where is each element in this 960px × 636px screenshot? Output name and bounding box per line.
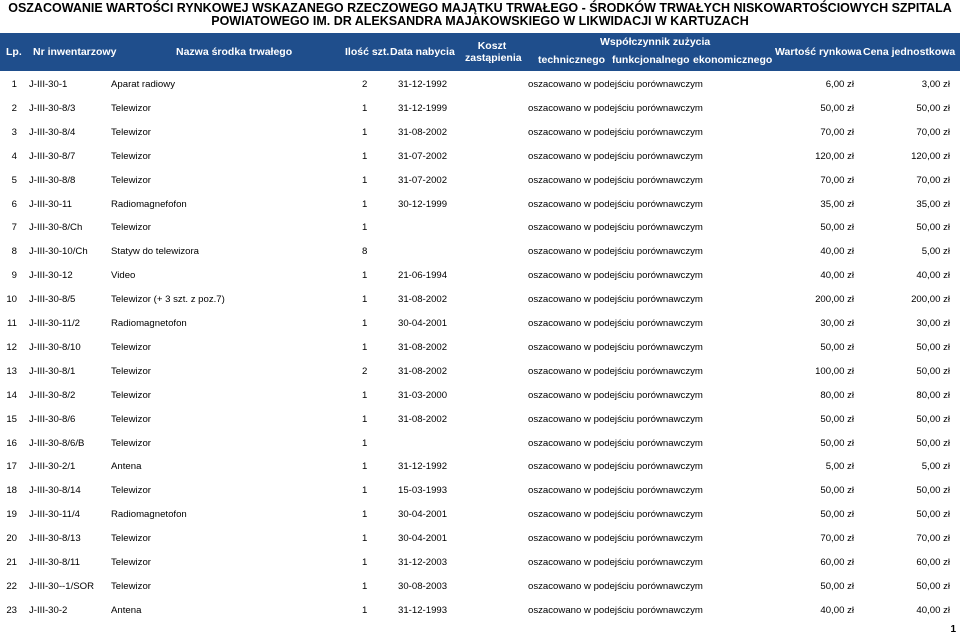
cell-nr-inwentarzowy: J-III-30-1 bbox=[29, 79, 68, 90]
cell-lp: 2 bbox=[11, 102, 17, 114]
cell-lp: 1 bbox=[11, 79, 17, 90]
table-row bbox=[0, 78, 960, 91]
cell-lp: 10 bbox=[6, 294, 17, 306]
col-cena-jednostkowa: Cena jednostkowa bbox=[863, 46, 956, 58]
cell-nazwa: Telewizor bbox=[111, 341, 151, 353]
cell-uwagi: oszacowano w podejściu porównawczym bbox=[528, 485, 703, 497]
cell-wartosc-rynkowa: 50,00 zł bbox=[820, 413, 854, 425]
table-row bbox=[0, 221, 960, 234]
cell-nazwa: Aparat radiowy bbox=[111, 79, 175, 90]
table-row bbox=[0, 293, 960, 306]
table-row bbox=[0, 198, 960, 211]
table-row bbox=[0, 365, 960, 378]
cell-nr-inwentarzowy: J-III-30-8/2 bbox=[29, 389, 76, 401]
cell-ilosc: 1 bbox=[362, 413, 368, 425]
col-technicznego: technicznego bbox=[538, 54, 606, 66]
cell-wartosc-rynkowa: 50,00 zł bbox=[820, 102, 854, 114]
cell-wartosc-rynkowa: 40,00 zł bbox=[820, 270, 854, 282]
cell-wartosc-rynkowa: 50,00 zł bbox=[820, 437, 854, 449]
cell-nazwa: Telewizor bbox=[111, 126, 151, 138]
cell-nr-inwentarzowy: J-III-30-11 bbox=[29, 198, 73, 210]
title-line-2: POWIATOWEGO IM. DR ALEKSANDRA MAJAKOWSKIEGO W LIKWIDACJI W KARTUZACH bbox=[211, 14, 749, 28]
cell-nazwa: Telewizor bbox=[111, 437, 151, 449]
cell-lp: 8 bbox=[11, 246, 17, 258]
cell-nr-inwentarzowy: J-III-30-8/3 bbox=[29, 102, 76, 114]
col-lp: Lp. bbox=[6, 46, 22, 58]
cell-uwagi: oszacowano w podejściu porównawczym bbox=[528, 461, 703, 473]
cell-ilosc: 1 bbox=[362, 102, 368, 114]
cell-uwagi: oszacowano w podejściu porównawczym bbox=[528, 580, 703, 592]
cell-wartosc-rynkowa: 50,00 zł bbox=[820, 485, 854, 497]
cell-uwagi: oszacowano w podejściu porównawczym bbox=[528, 294, 703, 306]
col-koszt-line1: Koszt bbox=[477, 40, 507, 52]
col-koszt-zastapienia bbox=[465, 40, 522, 64]
cell-cena-jednostkowa: 50,00 zł bbox=[916, 437, 950, 449]
cell-cena-jednostkowa: 40,00 zł bbox=[916, 270, 950, 282]
cell-cena-jednostkowa: 120,00 zł bbox=[911, 150, 950, 162]
cell-nazwa: Telewizor (+ 3 szt. z poz.7) bbox=[111, 294, 225, 306]
cell-nazwa: Telewizor bbox=[111, 102, 151, 114]
cell-cena-jednostkowa: 70,00 zł bbox=[916, 174, 950, 186]
cell-lp: 22 bbox=[6, 580, 17, 592]
cell-nazwa: Radiomagnetofon bbox=[111, 318, 187, 329]
cell-wartosc-rynkowa: 80,00 zł bbox=[820, 389, 854, 401]
cell-ilosc: 1 bbox=[362, 509, 368, 521]
cell-ilosc: 1 bbox=[362, 174, 368, 186]
cell-wartosc-rynkowa: 5,00 zł bbox=[825, 461, 854, 473]
cell-cena-jednostkowa: 50,00 zł bbox=[916, 365, 950, 377]
cell-nr-inwentarzowy: J-III-30-8/11 bbox=[29, 557, 81, 568]
cell-nazwa: Statyw do telewizora bbox=[111, 246, 199, 258]
cell-uwagi: oszacowano w podejściu porównawczym bbox=[528, 533, 703, 545]
table-row bbox=[0, 484, 960, 497]
cell-nazwa: Telewizor bbox=[111, 580, 151, 592]
cell-ilosc: 1 bbox=[362, 461, 368, 473]
col-ekonomicznego: ekonomicznego bbox=[693, 54, 773, 66]
cell-data-nabycia: 30-12-1999 bbox=[398, 198, 448, 210]
cell-data-nabycia: 30-04-2001 bbox=[398, 318, 448, 329]
cell-nazwa: Telewizor bbox=[111, 533, 151, 545]
cell-data-nabycia: 31-08-2002 bbox=[398, 294, 448, 306]
cell-lp: 17 bbox=[6, 461, 17, 473]
table-row bbox=[0, 269, 960, 282]
cell-nr-inwentarzowy: J-III-30-8/4 bbox=[29, 126, 76, 138]
cell-wartosc-rynkowa: 50,00 zł bbox=[820, 222, 854, 234]
cell-ilosc: 1 bbox=[362, 318, 368, 329]
cell-lp: 20 bbox=[6, 533, 17, 545]
cell-nr-inwentarzowy: J-III-30-11/2 bbox=[29, 318, 81, 329]
cell-uwagi: oszacowano w podejściu porównawczym bbox=[528, 509, 703, 521]
cell-wartosc-rynkowa: 35,00 zł bbox=[820, 198, 854, 210]
cell-uwagi: oszacowano w podejściu porównawczym bbox=[528, 270, 703, 282]
cell-ilosc: 1 bbox=[362, 389, 368, 401]
cell-uwagi: oszacowano w podejściu porównawczym bbox=[528, 150, 703, 162]
cell-cena-jednostkowa: 3,00 zł bbox=[921, 79, 950, 90]
cell-ilosc: 2 bbox=[362, 365, 368, 377]
col-ilosc: Ilość szt. bbox=[345, 46, 390, 58]
cell-nazwa: Telewizor bbox=[111, 222, 151, 234]
cell-nazwa: Radiomagnetofon bbox=[111, 509, 187, 521]
cell-cena-jednostkowa: 50,00 zł bbox=[916, 509, 950, 521]
cell-uwagi: oszacowano w podejściu porównawczym bbox=[528, 557, 703, 568]
cell-ilosc: 1 bbox=[362, 126, 368, 138]
cell-uwagi: oszacowano w podejściu porównawczym bbox=[528, 604, 703, 616]
cell-cena-jednostkowa: 80,00 zł bbox=[916, 389, 950, 401]
cell-data-nabycia: 30-04-2001 bbox=[398, 509, 448, 521]
cell-wartosc-rynkowa: 6,00 zł bbox=[825, 79, 854, 90]
cell-cena-jednostkowa: 70,00 zł bbox=[916, 126, 950, 138]
cell-cena-jednostkowa: 30,00 zł bbox=[916, 318, 950, 329]
cell-lp: 19 bbox=[6, 509, 17, 521]
cell-lp: 16 bbox=[6, 437, 17, 449]
cell-uwagi: oszacowano w podejściu porównawczym bbox=[528, 341, 703, 353]
cell-nr-inwentarzowy: J-III-30--1/SOR bbox=[29, 580, 95, 592]
cell-ilosc: 1 bbox=[362, 222, 368, 234]
cell-uwagi: oszacowano w podejściu porównawczym bbox=[528, 413, 703, 425]
table-row bbox=[0, 341, 960, 354]
table-row bbox=[0, 508, 960, 521]
cell-ilosc: 1 bbox=[362, 150, 368, 162]
cell-nazwa: Video bbox=[111, 270, 136, 282]
cell-data-nabycia: 31-12-1992 bbox=[398, 79, 448, 90]
cell-cena-jednostkowa: 5,00 zł bbox=[921, 246, 950, 258]
cell-wartosc-rynkowa: 50,00 zł bbox=[820, 509, 854, 521]
cell-nazwa: Telewizor bbox=[111, 174, 151, 186]
cell-cena-jednostkowa: 60,00 zł bbox=[916, 557, 950, 568]
cell-data-nabycia: 31-12-1999 bbox=[398, 102, 448, 114]
page-number: 1 bbox=[950, 624, 956, 635]
cell-uwagi: oszacowano w podejściu porównawczym bbox=[528, 365, 703, 377]
table-header bbox=[0, 33, 960, 71]
cell-ilosc: 1 bbox=[362, 270, 368, 282]
table-row bbox=[0, 604, 960, 617]
cell-ilosc: 1 bbox=[362, 604, 368, 616]
cell-cena-jednostkowa: 50,00 zł bbox=[916, 485, 950, 497]
cell-nr-inwentarzowy: J-III-30-8/10 bbox=[29, 341, 81, 353]
cell-cena-jednostkowa: 50,00 zł bbox=[916, 341, 950, 353]
table-row bbox=[0, 245, 960, 258]
table-row bbox=[0, 126, 960, 139]
cell-uwagi: oszacowano w podejściu porównawczym bbox=[528, 102, 703, 114]
cell-wartosc-rynkowa: 120,00 zł bbox=[815, 150, 854, 162]
table-row bbox=[0, 317, 960, 330]
cell-lp: 7 bbox=[11, 222, 17, 234]
col-nazwa: Nazwa środka trwałego bbox=[176, 46, 293, 58]
cell-nr-inwentarzowy: J-III-30-2/1 bbox=[29, 461, 76, 473]
cell-lp: 3 bbox=[11, 126, 17, 138]
cell-lp: 14 bbox=[6, 389, 17, 401]
table-row bbox=[0, 532, 960, 545]
col-wspolczynnik: Współczynnik zużycia bbox=[600, 36, 711, 48]
title-line-1: OSZACOWANIE WARTOŚCI RYNKOWEJ WSKAZANEGO RZECZOWEGO MAJĄTKU TRWAŁEGO - ŚRODKÓW TRWAŁYCH NISKOWARTOŚCIOWYCH SZPITALA bbox=[8, 1, 952, 15]
table-row bbox=[0, 556, 960, 569]
cell-nazwa: Telewizor bbox=[111, 365, 151, 377]
cell-lp: 21 bbox=[6, 557, 17, 568]
cell-wartosc-rynkowa: 40,00 zł bbox=[820, 246, 854, 258]
cell-data-nabycia: 15-03-1993 bbox=[398, 485, 448, 497]
cell-lp: 5 bbox=[11, 174, 17, 186]
cell-wartosc-rynkowa: 70,00 zł bbox=[820, 533, 854, 545]
col-koszt-line2: zastąpienia bbox=[465, 52, 522, 64]
cell-cena-jednostkowa: 200,00 zł bbox=[911, 294, 950, 306]
cell-lp: 18 bbox=[6, 485, 17, 497]
cell-nr-inwentarzowy: J-III-30-8/8 bbox=[29, 174, 76, 186]
cell-cena-jednostkowa: 50,00 zł bbox=[916, 413, 950, 425]
cell-wartosc-rynkowa: 30,00 zł bbox=[820, 318, 854, 329]
cell-data-nabycia: 31-12-2003 bbox=[398, 557, 448, 568]
cell-data-nabycia: 30-04-2001 bbox=[398, 533, 448, 545]
cell-cena-jednostkowa: 70,00 zł bbox=[916, 533, 950, 545]
cell-nazwa: Telewizor bbox=[111, 389, 151, 401]
cell-wartosc-rynkowa: 100,00 zł bbox=[815, 365, 854, 377]
table-row bbox=[0, 150, 960, 163]
cell-data-nabycia: 30-08-2003 bbox=[398, 580, 448, 592]
cell-wartosc-rynkowa: 50,00 zł bbox=[820, 580, 854, 592]
cell-lp: 6 bbox=[11, 198, 17, 210]
cell-data-nabycia: 31-03-2000 bbox=[398, 389, 448, 401]
cell-ilosc: 1 bbox=[362, 557, 368, 568]
table-row bbox=[0, 580, 960, 593]
cell-lp: 15 bbox=[6, 413, 17, 425]
cell-uwagi: oszacowano w podejściu porównawczym bbox=[528, 126, 703, 138]
cell-nr-inwentarzowy: J-III-30-12 bbox=[29, 270, 73, 282]
cell-wartosc-rynkowa: 40,00 zł bbox=[820, 604, 854, 616]
cell-nr-inwentarzowy: J-III-30-8/1 bbox=[29, 365, 76, 377]
cell-lp: 11 bbox=[7, 318, 17, 329]
cell-nr-inwentarzowy: J-III-30-8/14 bbox=[29, 485, 81, 497]
cell-ilosc: 1 bbox=[362, 294, 368, 306]
cell-lp: 23 bbox=[6, 604, 17, 616]
cell-nazwa: Telewizor bbox=[111, 557, 151, 568]
cell-data-nabycia: 31-08-2002 bbox=[398, 365, 448, 377]
cell-lp: 13 bbox=[6, 365, 17, 377]
cell-nazwa: Telewizor bbox=[111, 150, 151, 162]
cell-cena-jednostkowa: 50,00 zł bbox=[916, 222, 950, 234]
table-row bbox=[0, 389, 960, 402]
cell-cena-jednostkowa: 5,00 zł bbox=[921, 461, 950, 473]
cell-cena-jednostkowa: 40,00 zł bbox=[916, 604, 950, 616]
cell-uwagi: oszacowano w podejściu porównawczym bbox=[528, 246, 703, 258]
cell-uwagi: oszacowano w podejściu porównawczym bbox=[528, 222, 703, 234]
cell-uwagi: oszacowano w podejściu porównawczym bbox=[528, 198, 703, 210]
cell-ilosc: 1 bbox=[362, 533, 368, 545]
cell-ilosc: 1 bbox=[362, 485, 368, 497]
col-nr-inwentarzowy: Nr inwentarzowy bbox=[33, 46, 117, 58]
cell-data-nabycia: 31-12-1993 bbox=[398, 604, 448, 616]
cell-data-nabycia: 31-08-2002 bbox=[398, 341, 448, 353]
table-row bbox=[0, 413, 960, 426]
cell-ilosc: 8 bbox=[362, 246, 368, 258]
cell-uwagi: oszacowano w podejściu porównawczym bbox=[528, 79, 703, 90]
cell-cena-jednostkowa: 50,00 zł bbox=[916, 580, 950, 592]
cell-nr-inwentarzowy: J-III-30-8/7 bbox=[29, 150, 76, 162]
cell-wartosc-rynkowa: 70,00 zł bbox=[820, 126, 854, 138]
cell-ilosc: 2 bbox=[362, 79, 368, 90]
cell-uwagi: oszacowano w podejściu porównawczym bbox=[528, 174, 703, 186]
cell-ilosc: 1 bbox=[362, 580, 368, 592]
document-title bbox=[0, 2, 960, 28]
cell-nr-inwentarzowy: J-III-30-8/6/B bbox=[29, 437, 85, 449]
cell-nr-inwentarzowy: J-III-30-11/4 bbox=[29, 509, 81, 521]
cell-nazwa: Antena bbox=[111, 604, 142, 616]
cell-wartosc-rynkowa: 50,00 zł bbox=[820, 341, 854, 353]
cell-nazwa: Telewizor bbox=[111, 485, 151, 497]
cell-cena-jednostkowa: 35,00 zł bbox=[916, 198, 950, 210]
table-row bbox=[0, 102, 960, 115]
cell-wartosc-rynkowa: 200,00 zł bbox=[815, 294, 854, 306]
col-wartosc-rynkowa: Wartość rynkowa bbox=[775, 46, 862, 58]
col-funkcjonalnego: funkcjonalnego bbox=[612, 54, 690, 66]
cell-nazwa: Radiomagnefofon bbox=[111, 198, 187, 210]
cell-wartosc-rynkowa: 70,00 zł bbox=[820, 174, 854, 186]
cell-nazwa: Antena bbox=[111, 461, 142, 473]
cell-nr-inwentarzowy: J-III-30-8/5 bbox=[29, 294, 76, 306]
cell-data-nabycia: 31-08-2002 bbox=[398, 413, 448, 425]
cell-nr-inwentarzowy: J-III-30-8/13 bbox=[29, 533, 81, 545]
cell-data-nabycia: 31-08-2002 bbox=[398, 126, 448, 138]
cell-ilosc: 1 bbox=[362, 198, 368, 210]
cell-nr-inwentarzowy: J-III-30-10/Ch bbox=[29, 246, 88, 258]
cell-data-nabycia: 31-12-1992 bbox=[398, 461, 448, 473]
cell-uwagi: oszacowano w podejściu porównawczym bbox=[528, 318, 703, 329]
cell-ilosc: 1 bbox=[362, 341, 368, 353]
table-row bbox=[0, 437, 960, 450]
cell-nazwa: Telewizor bbox=[111, 413, 151, 425]
cell-nr-inwentarzowy: J-III-30-8/Ch bbox=[29, 222, 83, 234]
cell-uwagi: oszacowano w podejściu porównawczym bbox=[528, 389, 703, 401]
cell-uwagi: oszacowano w podejściu porównawczym bbox=[528, 437, 703, 449]
cell-nr-inwentarzowy: J-III-30-2 bbox=[29, 604, 68, 616]
cell-data-nabycia: 21-06-1994 bbox=[398, 270, 448, 282]
cell-lp: 9 bbox=[11, 270, 17, 282]
cell-data-nabycia: 31-07-2002 bbox=[398, 174, 448, 186]
cell-lp: 12 bbox=[6, 341, 17, 353]
col-data-nabycia: Data nabycia bbox=[390, 46, 455, 58]
cell-cena-jednostkowa: 50,00 zł bbox=[916, 102, 950, 114]
cell-ilosc: 1 bbox=[362, 437, 368, 449]
cell-data-nabycia: 31-07-2002 bbox=[398, 150, 448, 162]
cell-lp: 4 bbox=[11, 150, 17, 162]
cell-wartosc-rynkowa: 60,00 zł bbox=[820, 557, 854, 568]
cell-nr-inwentarzowy: J-III-30-8/6 bbox=[29, 413, 76, 425]
table-row bbox=[0, 460, 960, 473]
table-row bbox=[0, 174, 960, 187]
